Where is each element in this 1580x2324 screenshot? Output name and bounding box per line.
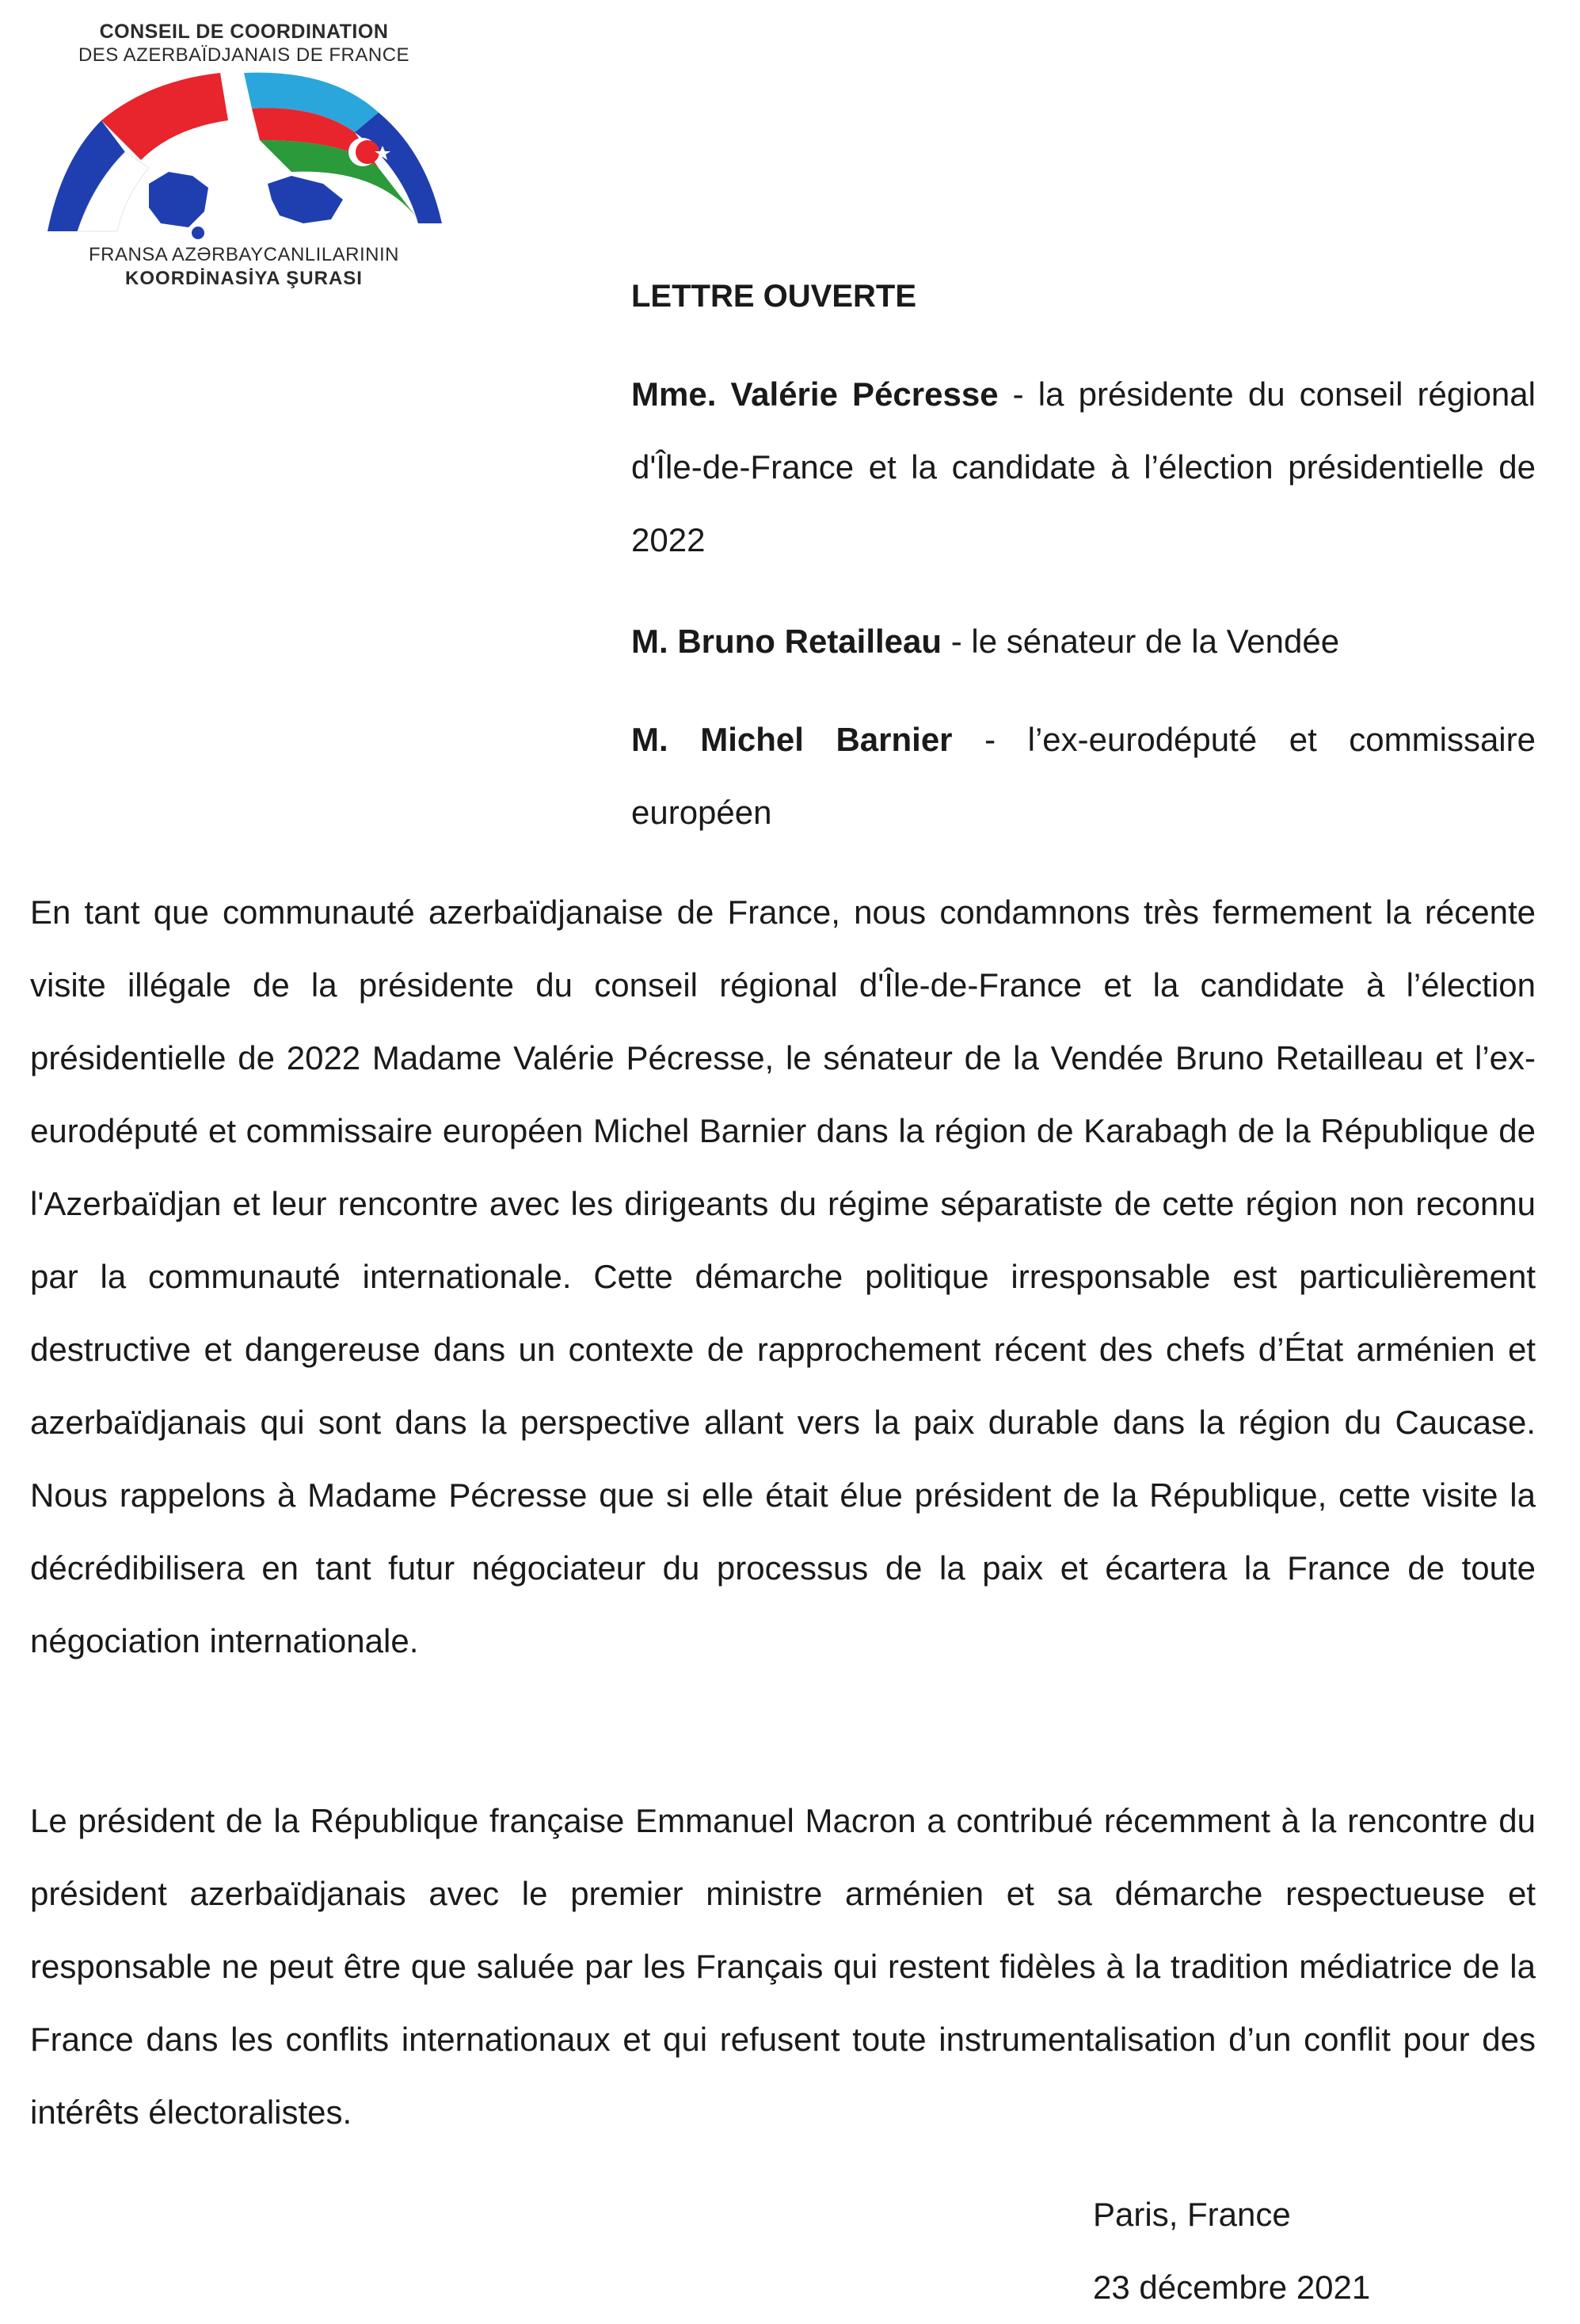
- logo-title-line2: DES AZERBAÏDJANAIS DE FRANCE: [78, 44, 410, 66]
- addressee-1-role: - la présidente du conseil régional d'Île-de-France et la candidate à l’élection présidentielle de 2022: [631, 375, 1536, 558]
- addressee-3: [631, 703, 1536, 849]
- addressee-1-name: Mme. Valérie Pécresse: [631, 375, 999, 413]
- logo-subtitle-line1: FRANSA AZƏRBAYCANLILARININ: [88, 244, 400, 265]
- addressee-2-role: - le sénateur de la Vendée: [942, 623, 1340, 660]
- signature-place: Paris, France: [1093, 2196, 1291, 2233]
- logo-title-line1: CONSEIL DE COORDINATION: [99, 21, 389, 43]
- letter-title: LETTRE OUVERTE: [631, 279, 917, 314]
- corsica-map-icon: [192, 227, 204, 239]
- addressee-3-role: - l’ex-eurodéputé et commissaire européen: [631, 721, 1536, 831]
- logo-subtitle-line2: KOORDİNASİYA ŞURASI: [125, 268, 363, 289]
- logo-flags-emblem: [30, 65, 458, 243]
- body-paragraph-2: Le président de la République française Emmanuel Macron a contribué récemment à la rencontre du président azerbaïdjanais avec le premier ministre arménien et sa démarche respectueuse et responsable ne peut être que saluée par les Français qui restent fidèles à la tradition médiatrice de la France dans les conflits internationaux et qui refusent toute instrumentalisation d’un conflit pour des intérêts électoralistes.: [30, 1802, 1536, 2131]
- azerbaijan-map-icon: [268, 176, 343, 223]
- addressee-1: [631, 358, 1536, 577]
- addressee-2-name: M. Bruno Retailleau: [631, 623, 942, 660]
- addressee-2: [631, 605, 1536, 678]
- france-map-icon: [149, 172, 208, 227]
- organization-logo: [30, 17, 458, 303]
- body-paragraph-1: En tant que communauté azerbaïdjanaise de France, nous condamnons très fermement la récente visite illégale de la présidente du conseil régional d'Île-de-France et la candidate à l’élection présidentielle de 2022 Madame Valérie Pécresse, le sénateur de la Vendée Bruno Retailleau et l’ex-eurodéputé et commissaire européen Michel Barnier dans la région de Karabagh de la République de l'Azerbaïdjan et leur rencontre avec les dirigeants du régime séparatiste de cette région non reconnu par la communauté internationale. Cette démarche politique irresponsable est particulièrement destructive et dangereuse dans un contexte de rapprochement récent des chefs d’État arménien et azerbaïdjanais qui sont dans la perspective allant vers la paix durable dans la région du Caucase. Nous rappelons à Madame Pécresse que si elle était élue président de la République, cette visite la décrédibilisera en tant futur négociateur du processus de la paix et écartera la France de toute négociation internationale.: [30, 893, 1536, 1659]
- signature-date: 23 décembre 2021: [1093, 2269, 1371, 2306]
- addressee-3-name: M. Michel Barnier: [631, 721, 953, 758]
